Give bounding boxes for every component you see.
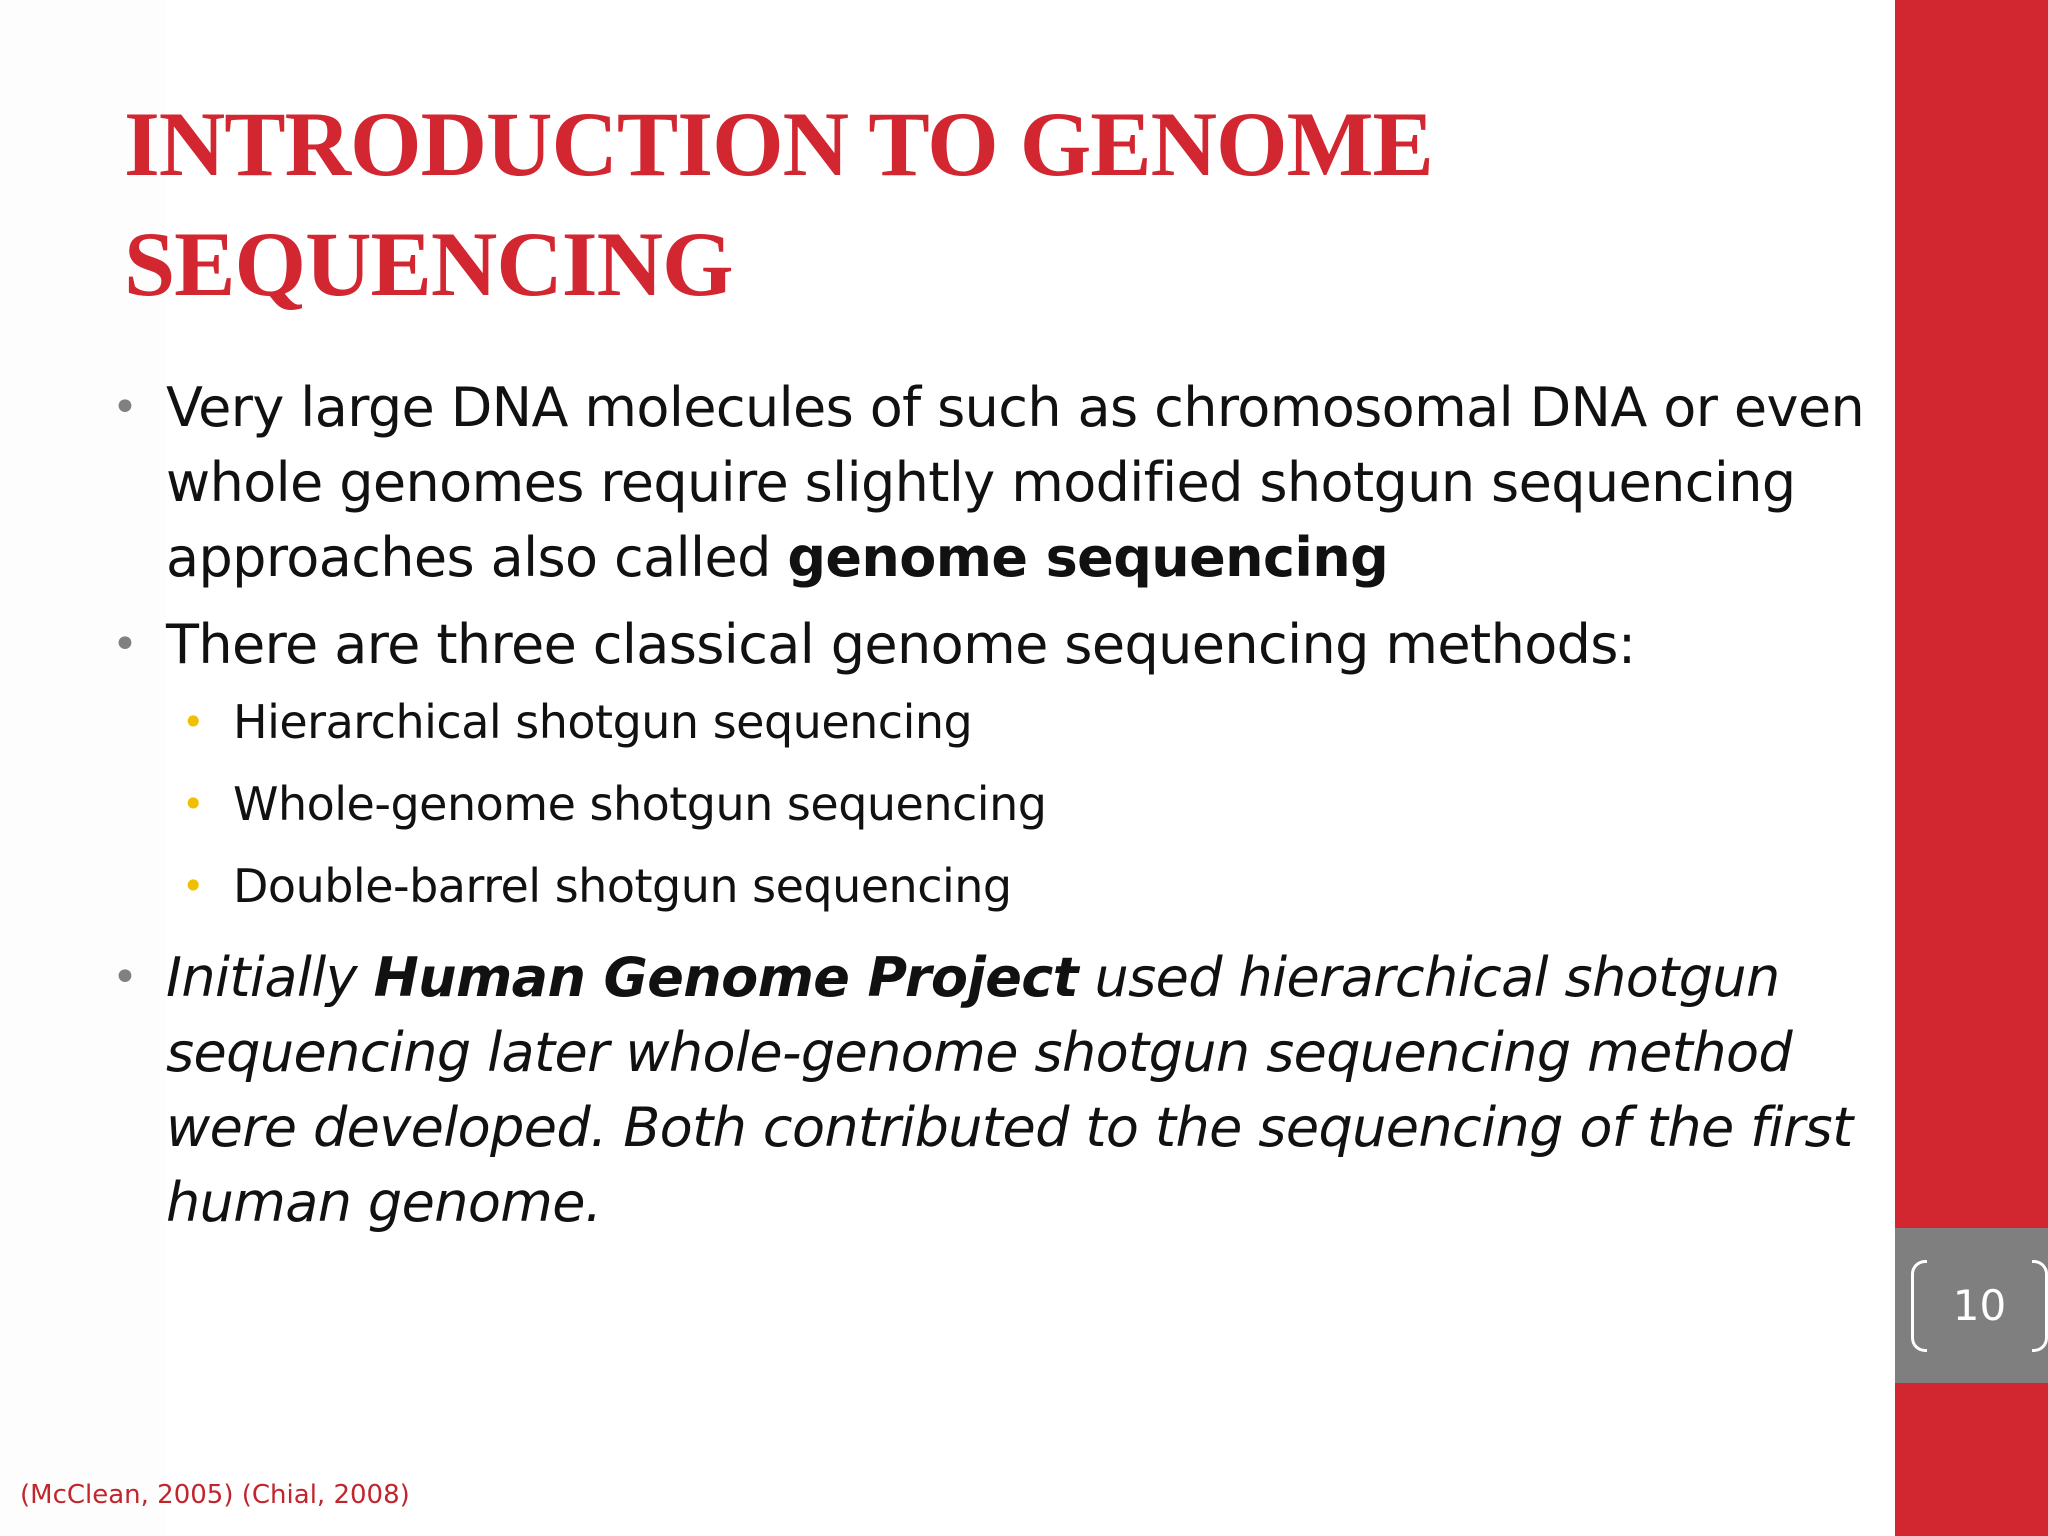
sub-bullet-dot-icon: • [182,782,204,826]
sub-bullet-hierarchical [112,694,1872,750]
sub-bullet-text: Whole-genome shotgun sequencing [233,777,1047,831]
right-bracket-icon [2032,1260,2048,1352]
sub-bullet-text: Hierarchical shotgun sequencing [233,695,973,749]
method-list [112,694,1872,914]
page-number: 10 [1952,1281,2007,1330]
bullet-dot-icon: • [112,952,138,1003]
slide-title [124,84,1824,324]
title-line-1: INTRODUCTION TO GENOME [124,93,1433,195]
sub-bullet-text: Double-barrel shotgun sequencing [233,859,1012,913]
bullet-text: Very large DNA molecules of such as chromosomal DNA or even whole genomes require slightly modified shotgun sequencing approaches also called [166,376,1865,589]
bullet-human-genome-project [112,940,1872,1240]
title-line-2: SEQUENCING [124,213,733,315]
bullet-text-pre: Initially [166,946,374,1009]
sub-bullet-double-barrel [112,858,1872,914]
page-number-box [1895,1228,2048,1383]
bullet-bold-term: genome sequencing [787,526,1389,589]
left-bracket-icon [1911,1260,1927,1352]
slide-content [112,370,1872,1252]
bullet-dot-icon: • [112,619,138,670]
citation: (McClean, 2005) (Chial, 2008) [20,1480,410,1510]
bullet-genome-sequencing [112,370,1872,595]
sub-bullet-dot-icon: • [182,864,204,908]
sub-bullet-dot-icon: • [182,700,204,744]
bullet-bold-term: Human Genome Project [373,946,1078,1009]
bullet-three-methods [112,607,1872,682]
bullet-text-post: used hierarchical shotgun sequencing later whole-genome shotgun sequencing method were developed. Both contributed to the sequencing of the first human genome. [166,946,1853,1234]
bullet-text: There are three classical genome sequencing methods: [166,613,1636,676]
sub-bullet-whole-genome [112,776,1872,832]
bullet-dot-icon: • [112,382,138,433]
